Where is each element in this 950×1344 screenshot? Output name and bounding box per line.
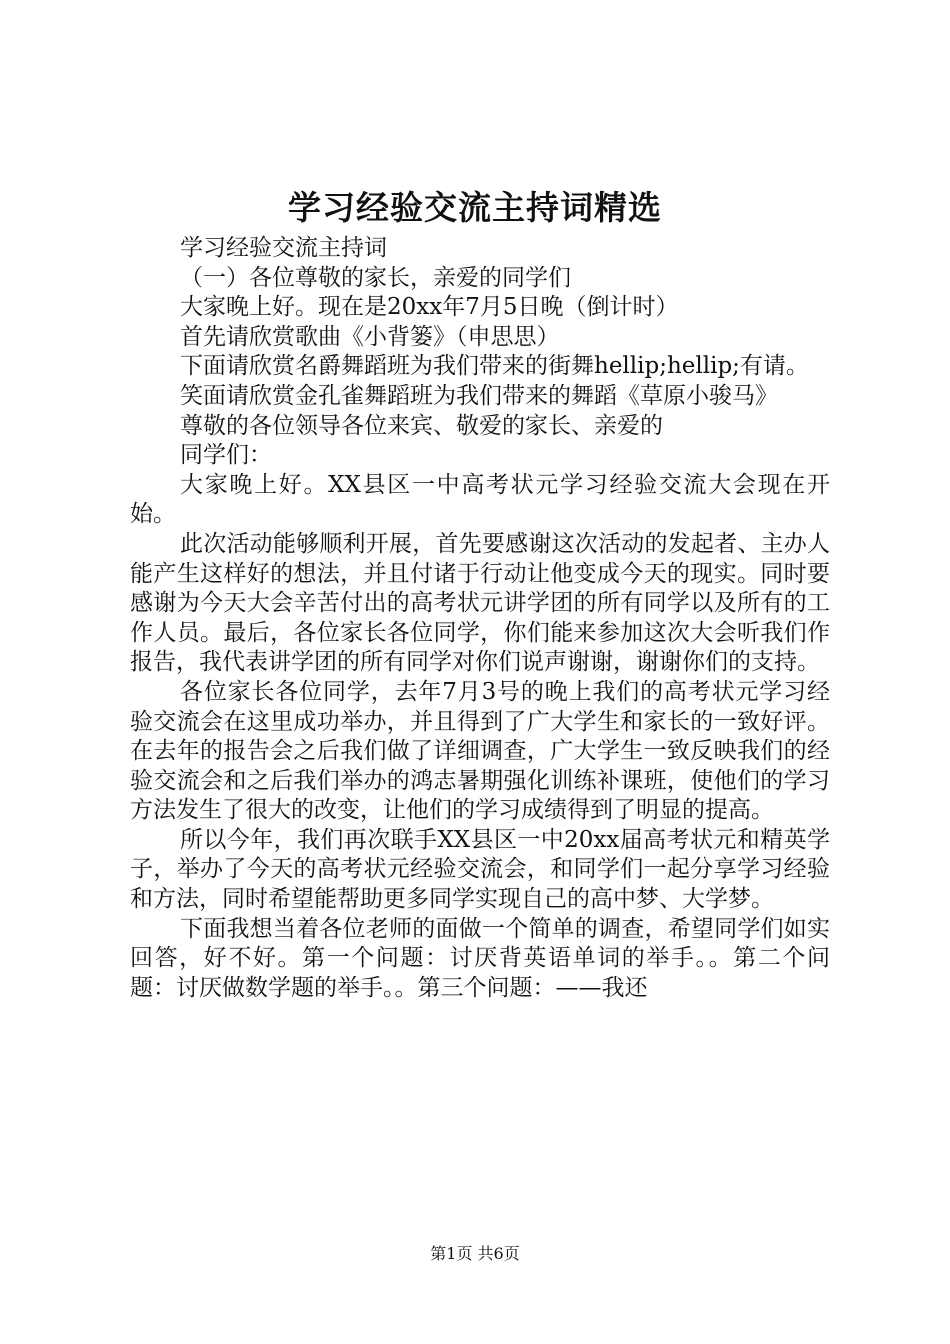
paragraph: 尊敬的各位领导各位来宾、敬爱的家长、亲爱的 (180, 412, 663, 439)
paragraph: 大家晚上好。现在是20xx年7月5日晚（倒计时） (180, 294, 679, 321)
paragraph: 下面请欣赏名爵舞蹈班为我们带来的街舞hellip;hellip;有请。 (180, 353, 809, 380)
paragraph: 学习经验交流主持词 (180, 235, 387, 261)
document-body (130, 234, 830, 1003)
paragraph: 同学们： (180, 442, 272, 469)
paragraph: 下面我想当着各位老师的面做一个简单的调查，希望同学们如实回答，好不好。第一个问题：讨厌背英语单词的举手。。第二个问题：讨厌做数学题的举手。。第三个问题：——我还 (130, 915, 830, 1001)
document-title: 学习经验交流主持词精选 (288, 188, 662, 227)
paragraph: 首先请欣赏歌曲《小背篓》（申思思） (180, 323, 560, 350)
paragraph: 笑面请欣赏金孔雀舞蹈班为我们带来的舞蹈《草原小骏马》 (180, 382, 778, 409)
paragraph: （一）各位尊敬的家长，亲爱的同学们 (180, 264, 571, 291)
paragraph: 此次活动能够顺利开展，首先要感谢这次活动的发起者、主办人能产生这样好的想法，并且付诸于行动让他变成今天的现实。同时要感谢为今天大会辛苦付出的高考状元讲学团的所有同学以及所有的工作人员。最后，各位家长各位同学，你们能来参加这次大会听我们作报告，我代表讲学团的所有同学对你们说声谢谢，谢谢你们的支持。 (130, 530, 830, 676)
paragraph: 大家晚上好。XX县区一中高考状元学习经验交流大会现在开始。 (130, 471, 830, 528)
page-footer: 第1页 共6页 (430, 1244, 520, 1263)
paragraph: 所以今年，我们再次联手XX县区一中20xx届高考状元和精英学子，举办了今天的高考状元经验交流会，和同学们一起分享学习经验和方法，同时希望能帮助更多同学实现自己的高中梦、大学梦。 (130, 826, 830, 913)
paragraph: 各位家长各位同学，去年7月3号的晚上我们的高考状元学习经验交流会在这里成功举办，并且得到了广大学生和家长的一致好评。在去年的报告会之后我们做了详细调查，广大学生一致反映我们的经验交流会和之后我们举办的鸿志暑期强化训练补课班，使他们的学习方法发生了很大的改变，让他们的学习成绩得到了明显的提高。 (130, 678, 830, 824)
